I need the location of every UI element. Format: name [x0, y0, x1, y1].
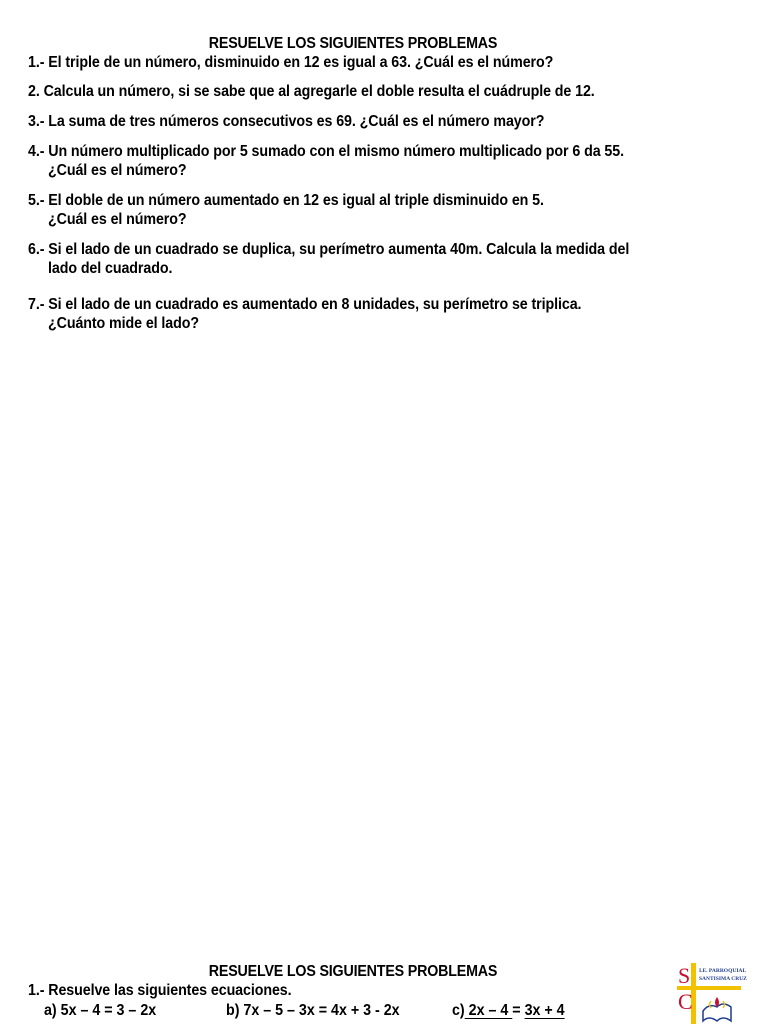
equation-a: a) 5x – 4 = 3 – 2x	[44, 1002, 157, 1019]
problem-5-cont: ¿Cuál es el número?	[48, 211, 187, 228]
problem-5: 5.- El doble de un número aumentado en 12 es igual al triple disminuido en 5.	[28, 192, 544, 209]
logo-flame-accent-left	[710, 1001, 712, 1008]
equation-b: b) 7x – 5 – 3x = 4x + 3 - 2x	[226, 1002, 400, 1019]
equation-c	[452, 1002, 565, 1020]
page-title: RESUELVE LOS SIGUIENTES PROBLEMAS	[208, 35, 498, 52]
problem-6-cont: lado del cuadrado.	[48, 260, 173, 277]
equation-c-label: c)	[452, 1002, 465, 1019]
problem-1: 1.- El triple de un número, disminuido en 12 es igual a 63. ¿Cuál es el número?	[28, 54, 554, 71]
logo-text-line1: I.E. PARROQUIAL	[699, 968, 747, 974]
problem-7-cont: ¿Cuánto mide el lado?	[48, 315, 199, 332]
problem-4: 4.- Un número multiplicado por 5 sumado con el mismo número multiplicado por 6 da 55.	[28, 143, 624, 160]
problem-3: 3.- La suma de tres números consecutivos es 69. ¿Cuál es el número mayor?	[28, 113, 545, 130]
equation-c-right: 3x + 4	[524, 1002, 565, 1019]
logo-letter-s: S	[678, 963, 691, 988]
logo-letter-c: C	[678, 989, 693, 1014]
school-logo	[677, 963, 747, 1024]
equation-c-equals: =	[512, 1002, 525, 1019]
problem-7: 7.- Si el lado de un cuadrado es aumentado en 8 unidades, su perímetro se triplica.	[28, 296, 582, 313]
problem-2: 2. Calcula un número, si se sabe que al agregarle el doble resulta el cuádruple de 12.	[28, 83, 595, 100]
logo-text-line2: SANTISIMA CRUZ	[699, 976, 747, 982]
section-title: RESUELVE LOS SIGUIENTES PROBLEMAS	[208, 963, 498, 980]
equation-c-left: 2x – 4	[464, 1002, 513, 1019]
problem-4-cont: ¿Cuál es el número?	[48, 162, 187, 179]
instruction: 1.- Resuelve las siguientes ecuaciones.	[28, 982, 292, 999]
problem-6: 6.- Si el lado de un cuadrado se duplica, su perímetro aumenta 40m. Calcula la medida del	[28, 241, 630, 258]
